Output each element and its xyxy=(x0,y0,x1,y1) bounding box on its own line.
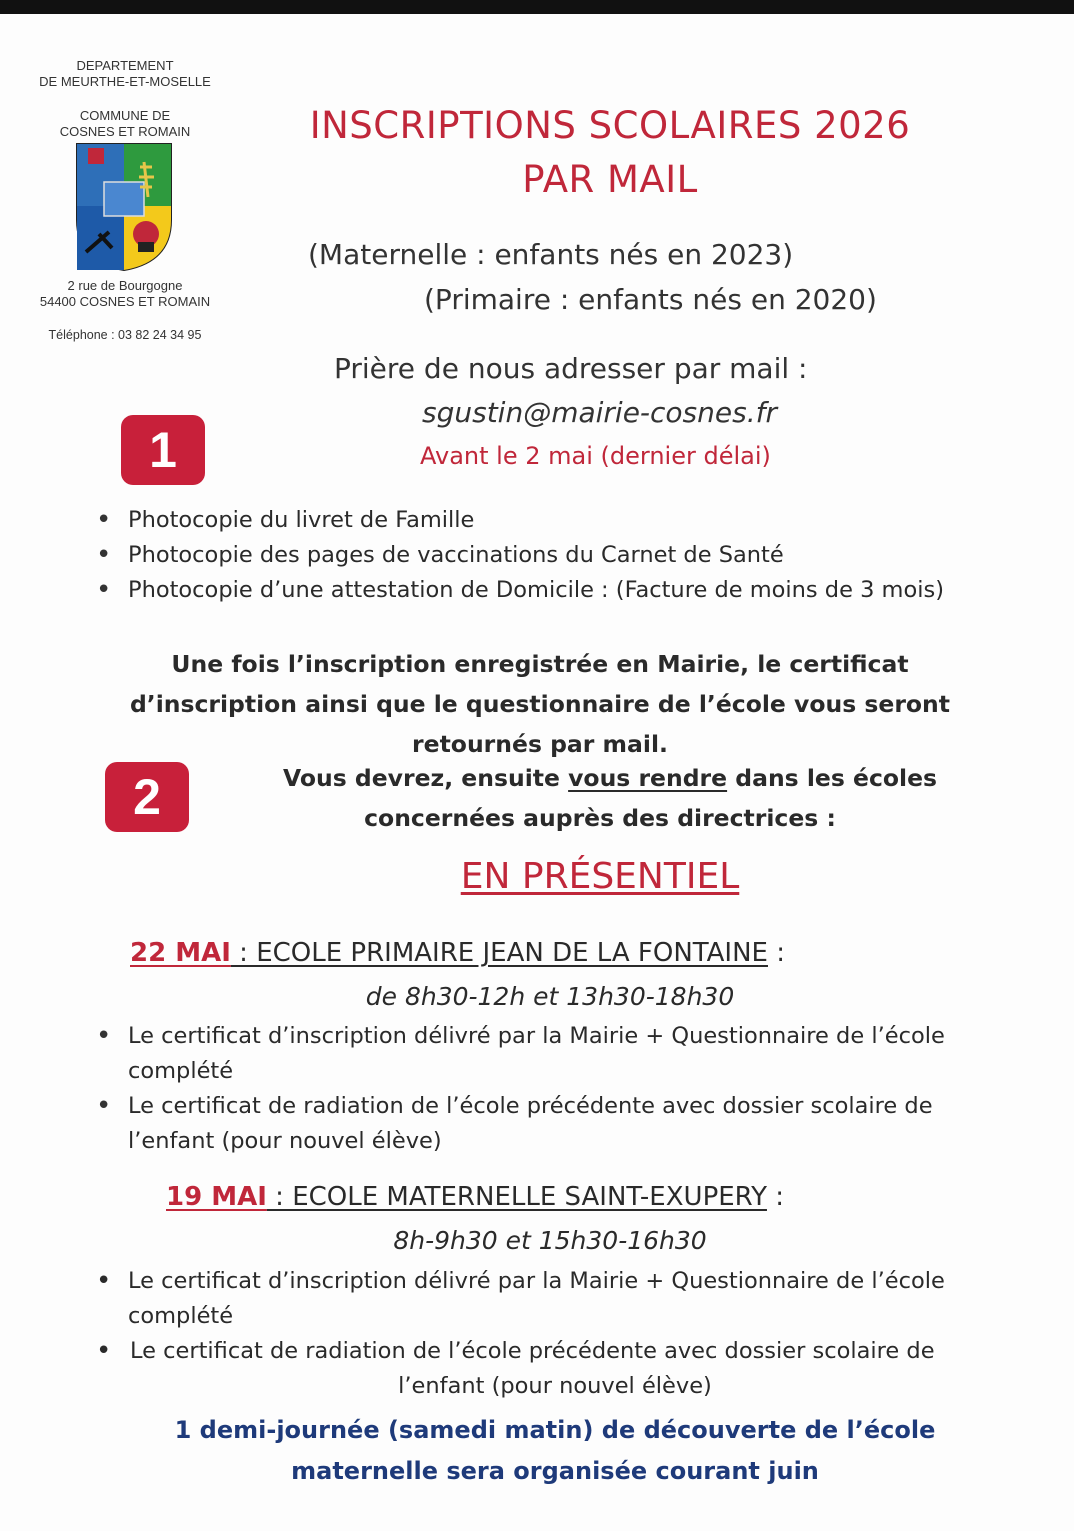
registration-paragraph xyxy=(80,644,1000,764)
contact-email[interactable]: sgustin@mairie-cosnes.fr xyxy=(422,396,777,429)
list-item-text: l’enfant (pour nouvel élève) xyxy=(398,1373,712,1399)
address-block xyxy=(20,278,230,310)
visit-emphasis: vous rendre xyxy=(568,764,728,792)
en-presentiel-heading: EN PRÉSENTIEL xyxy=(460,856,740,897)
step-2-badge xyxy=(105,762,189,832)
primaire-documents-list xyxy=(96,1019,996,1159)
page-title: INSCRIPTIONS SCOLAIRES 2026 xyxy=(309,104,911,147)
visit-text: Vous devrez, ensuite xyxy=(282,764,569,792)
page-subtitle: PAR MAIL xyxy=(522,158,698,201)
coat-of-arms-icon xyxy=(74,142,174,272)
list-item: • Le certificat de radiation de l’école précédente avec dossier scolaire de l’enfant (pour nouvel élève) xyxy=(96,1089,996,1159)
maternelle-heading xyxy=(166,1182,784,1212)
phone-number: Téléphone : 03 82 24 34 95 xyxy=(48,328,202,342)
maternelle-note: (Maternelle : enfants nés en 2023) xyxy=(308,238,794,271)
address-city: 54400 COSNES ET ROMAIN xyxy=(39,294,211,309)
paragraph-line: d’inscription ainsi que le questionnaire de l’école vous seront xyxy=(129,690,951,718)
bullet-icon: • xyxy=(96,1336,112,1366)
list-item-text: Le certificat de radiation de l’école précédente avec dossier scolaire de xyxy=(130,1338,935,1364)
commune-name: COSNES ET ROMAIN xyxy=(59,124,191,139)
step-2-number: 2 xyxy=(133,769,161,825)
list-item: • Photocopie des pages de vaccinations du Carnet de Santé xyxy=(96,538,996,573)
maternelle-hours: 8h-9h30 et 15h30-16h30 xyxy=(393,1226,707,1255)
primaire-school: : ECOLE PRIMAIRE JEAN DE LA FONTAINE xyxy=(230,938,768,968)
list-item: • Photocopie d’une attestation de Domicile : (Facture de moins de 3 mois) xyxy=(96,573,996,608)
list-item: • Photocopie du livret de Famille xyxy=(96,503,996,538)
department-name: DE MEURTHE-ET-MOSELLE xyxy=(39,74,211,89)
primaire-hours: de 8h30-12h et 13h30-18h30 xyxy=(365,982,735,1011)
list-item-text: complété xyxy=(128,1303,234,1329)
department-block xyxy=(20,58,230,90)
bullet-icon: • xyxy=(96,1266,112,1296)
visit-instruction xyxy=(220,764,1000,792)
deadline-text: Avant le 2 mai (dernier délai) xyxy=(420,442,771,470)
step-1-number: 1 xyxy=(149,422,177,478)
list-item xyxy=(96,1264,1016,1334)
maternelle-documents-list xyxy=(96,1264,1016,1404)
department-line: DEPARTEMENT xyxy=(76,58,174,73)
top-edge xyxy=(0,0,1074,14)
email-instruction: Prière de nous adresser par mail : xyxy=(334,352,808,385)
paragraph-line: Une fois l’inscription enregistrée en Mairie, le certificat xyxy=(171,650,909,678)
paragraph-line: retournés par mail. xyxy=(412,730,668,758)
documents-list xyxy=(96,503,996,608)
maternelle-date: 19 MAI xyxy=(166,1182,267,1212)
list-item: • Le certificat d’inscription délivré par la Mairie + Questionnaire de l’école complété xyxy=(96,1019,996,1089)
list-item xyxy=(96,1334,1016,1404)
list-item-text: Le certificat d’inscription délivré par la Mairie + Questionnaire de l’école xyxy=(128,1268,945,1294)
discovery-line: 1 demi-journée (samedi matin) de découverte de l’école xyxy=(174,1416,936,1444)
commune-line: COMMUNE DE xyxy=(79,108,171,123)
address-street: 2 rue de Bourgogne xyxy=(67,278,183,293)
colon: : xyxy=(767,938,786,968)
primaire-date: 22 MAI xyxy=(130,938,231,968)
discovery-line: maternelle sera organisée courant juin xyxy=(291,1457,819,1485)
maternelle-school: : ECOLE MATERNELLE SAINT-EXUPERY xyxy=(266,1182,767,1212)
step-1-badge xyxy=(121,415,205,485)
commune-block xyxy=(20,108,230,140)
visit-text: dans les écoles xyxy=(727,764,938,792)
primaire-heading xyxy=(130,938,785,968)
visit-instruction-end: concernées auprès des directrices : xyxy=(364,804,836,832)
discovery-note xyxy=(80,1410,1030,1492)
primaire-note: (Primaire : enfants nés en 2020) xyxy=(424,283,877,316)
colon: : xyxy=(766,1182,784,1212)
